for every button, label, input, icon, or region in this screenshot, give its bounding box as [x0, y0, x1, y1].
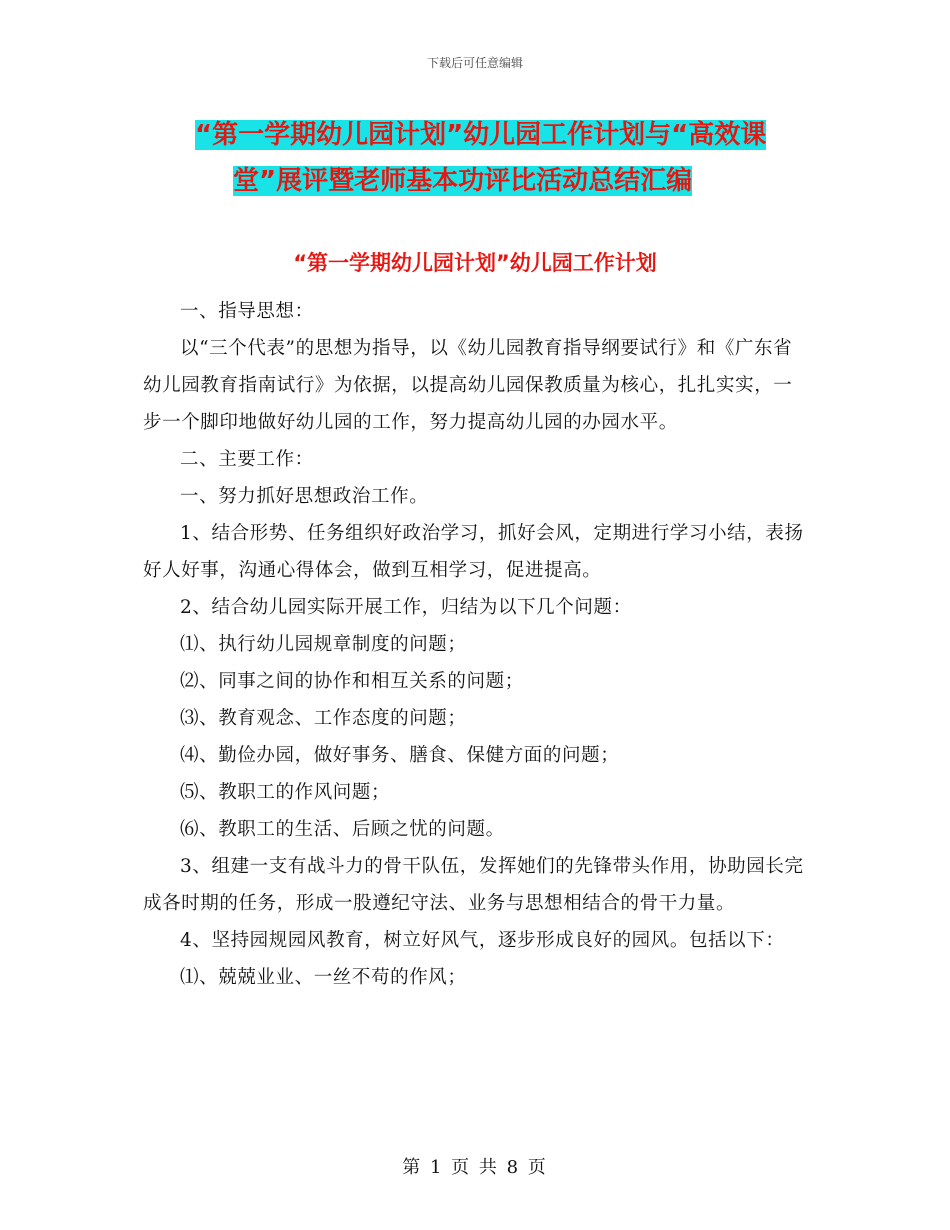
paragraph: ⑶、教育观念、工作态度的问题；	[180, 708, 467, 729]
paragraph: ⑸、教职工的作风问题；	[180, 782, 391, 803]
document-body	[143, 293, 808, 996]
section-title: “第一学期幼儿园计划”幼儿园工作计划	[293, 251, 657, 275]
paragraph: 1、结合形势、任务组织好政治学习，抓好会风，定期进行学习小结，表扬好人好事，沟通心得体会，做到互相学习，促进提高。	[143, 523, 804, 581]
paragraph: 以“三个代表”的思想为指导，以《幼儿园教育指导纲要试行》和《广东省幼儿园教育指南试行》为依据，以提高幼儿园保教质量为核心，扎扎实实，一步一个脚印地做好幼儿园的工作，努力提高幼儿园的办园水平。	[143, 338, 793, 433]
paragraph: 一、努力抓好思想政治工作。	[180, 486, 429, 507]
paragraph: 二、主要工作：	[180, 449, 314, 470]
paragraph: 3、组建一支有战斗力的骨干队伍，发挥她们的先锋带头作用，协助园长完成各时期的任务，形成一股遵纪守法、业务与思想相结合的骨干力量。	[143, 856, 804, 914]
paragraph: 2、结合幼儿园实际开展工作，归结为以下几个问题：	[180, 597, 632, 618]
paragraph: 一、指导思想：	[180, 301, 314, 322]
paragraph: ⑴、执行幼儿园规章制度的问题；	[180, 634, 467, 655]
document-main-title	[195, 112, 825, 204]
paragraph: ⑴、兢兢业业、一丝不苟的作风；	[180, 967, 467, 988]
header-note: 下载后可任意编辑	[426, 56, 523, 70]
page-footer: 第 1 页 共 8 页	[402, 1157, 548, 1178]
paragraph: ⑵、同事之间的协作和相互关系的问题；	[180, 671, 524, 692]
main-title-line-2: 堂”展评暨老师基本功评比活动总结汇编	[233, 166, 693, 196]
paragraph: ⑹、教职工的生活、后顾之忧的问题。	[180, 819, 505, 840]
main-title-line-1: “第一学期幼儿园计划”幼儿园工作计划与“高效课	[195, 120, 767, 150]
paragraph: 4、坚持园规园风教育，树立好风气，逐步形成良好的园风。包括以下：	[180, 930, 785, 951]
paragraph: ⑷、勤俭办园，做好事务、膳食、保健方面的问题；	[180, 745, 620, 766]
